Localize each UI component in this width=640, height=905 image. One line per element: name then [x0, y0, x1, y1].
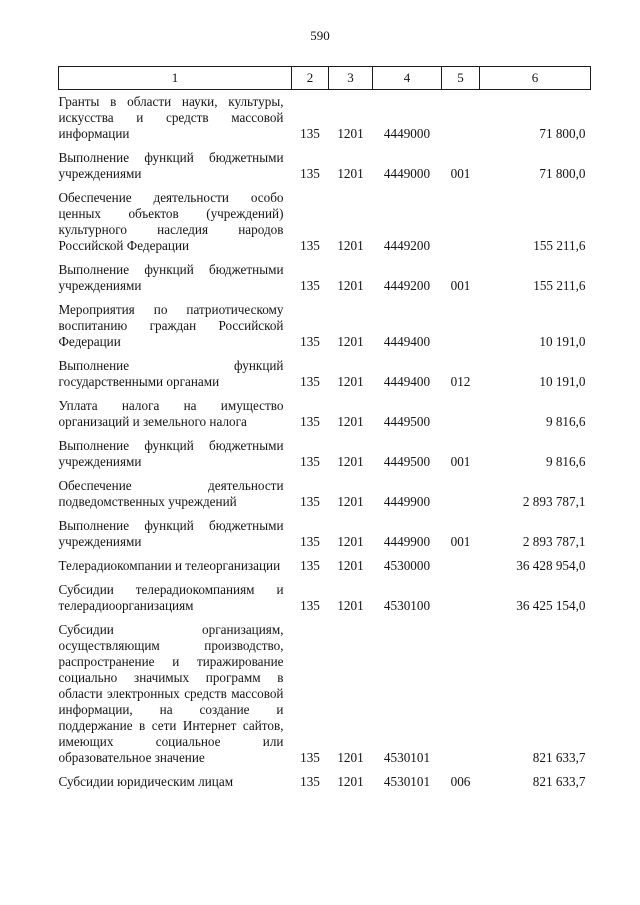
row-amount: 2 893 787,1 [522, 494, 586, 509]
row-code-2: 135 [300, 454, 320, 469]
row-code-4: 4449500 [383, 454, 431, 469]
row-code-5 [442, 394, 480, 434]
table-row [59, 90, 591, 147]
table-row [59, 770, 591, 794]
row-description: Гранты в области науки, культуры, искусства и средств массовой информации [58, 94, 284, 141]
header-col-2: 2 [292, 67, 329, 90]
row-code-2: 135 [300, 598, 320, 613]
row-code-5: 006 [450, 774, 471, 789]
row-code-3: 1201 [337, 774, 364, 789]
row-amount: 10 191,0 [539, 374, 586, 389]
row-description: Выполнение функций бюджетными учреждениями [58, 518, 284, 549]
row-code-3: 1201 [337, 278, 364, 293]
row-code-4: 4449900 [383, 494, 431, 509]
row-amount: 821 633,7 [532, 774, 586, 789]
row-description: Субсидии юридическим лицам [58, 774, 234, 789]
table-row [59, 578, 591, 618]
table-row [59, 298, 591, 354]
table-row [59, 186, 591, 258]
row-code-3: 1201 [337, 374, 364, 389]
row-amount: 9 816,6 [545, 454, 586, 469]
table-row [59, 394, 591, 434]
row-amount: 155 211,6 [533, 278, 586, 293]
table-row [59, 146, 591, 186]
row-description: Обеспечение деятельности особо ценных объектов (учреждений) культурного наследия народов Российской Федерации [58, 190, 284, 253]
row-code-5: 001 [450, 166, 471, 181]
row-code-3: 1201 [337, 454, 364, 469]
row-code-2: 135 [300, 238, 320, 253]
row-code-3: 1201 [337, 238, 364, 253]
row-code-5 [442, 90, 480, 147]
header-col-6: 6 [480, 67, 591, 90]
row-code-2: 135 [300, 334, 320, 349]
row-code-2: 135 [300, 414, 320, 429]
table-row [59, 514, 591, 554]
row-code-3: 1201 [337, 414, 364, 429]
row-code-2: 135 [300, 750, 320, 765]
row-code-5 [442, 186, 480, 258]
row-code-5: 001 [450, 534, 471, 549]
row-code-5 [442, 474, 480, 514]
row-code-5 [442, 618, 480, 770]
table-row [59, 354, 591, 394]
row-code-2: 135 [300, 126, 320, 141]
table-row [59, 258, 591, 298]
row-code-3: 1201 [337, 534, 364, 549]
row-amount: 2 893 787,1 [522, 534, 586, 549]
row-description: Выполнение функций бюджетными учреждениями [58, 438, 284, 469]
row-code-4: 4449000 [383, 126, 431, 141]
table-body [59, 90, 591, 795]
row-code-4: 4449400 [383, 374, 431, 389]
row-code-4: 4449200 [383, 238, 431, 253]
row-code-2: 135 [300, 166, 320, 181]
row-code-5 [442, 298, 480, 354]
row-code-4: 4449000 [383, 166, 431, 181]
row-amount: 155 211,6 [533, 238, 586, 253]
table-row [59, 474, 591, 514]
row-code-4: 4530101 [383, 750, 431, 765]
row-code-2: 135 [300, 374, 320, 389]
row-description: Обеспечение деятельности подведомственных учреждений [58, 478, 284, 509]
row-description: Выполнение функций бюджетными учреждениями [58, 150, 284, 181]
row-code-3: 1201 [337, 598, 364, 613]
row-description: Выполнение функций бюджетными учреждениями [58, 262, 284, 293]
row-code-5: 001 [450, 278, 471, 293]
budget-table [58, 66, 591, 794]
header-col-5: 5 [442, 67, 480, 90]
page-number: 590 [310, 28, 330, 43]
row-code-3: 1201 [337, 166, 364, 181]
row-code-4: 4449400 [383, 334, 431, 349]
row-code-5 [442, 554, 480, 578]
row-amount: 9 816,6 [545, 414, 586, 429]
row-description: Уплата налога на имущество организаций и земельного налога [58, 398, 284, 429]
table-row [59, 618, 591, 770]
row-amount: 36 428 954,0 [516, 558, 586, 573]
row-code-4: 4449200 [383, 278, 431, 293]
row-code-3: 1201 [337, 334, 364, 349]
row-amount: 821 633,7 [532, 750, 586, 765]
header-col-3: 3 [329, 67, 373, 90]
row-description: Выполнение функций государственными органами [58, 358, 284, 389]
row-code-5 [442, 578, 480, 618]
row-amount: 36 425 154,0 [516, 598, 586, 613]
table-header [59, 67, 591, 90]
row-code-2: 135 [300, 494, 320, 509]
row-description: Субсидии организациям, осуществляющим производство, распространение и тиражирование социально значимых программ в области электронных средств массовой информации, на создание и поддержание в сети Интернет сайтов, имеющих социальное или образовательное значение [58, 622, 284, 765]
row-description: Субсидии телерадиокомпаниям и телерадиоорганизациям [58, 582, 284, 613]
header-row [59, 67, 591, 90]
row-code-2: 135 [300, 278, 320, 293]
row-code-3: 1201 [337, 126, 364, 141]
row-amount: 10 191,0 [539, 334, 586, 349]
row-code-4: 4449900 [383, 534, 431, 549]
row-code-2: 135 [300, 558, 320, 573]
row-description: Телерадиокомпании и телеорганизации [58, 558, 281, 573]
header-col-1: 1 [59, 67, 292, 90]
row-code-2: 135 [300, 774, 320, 789]
row-code-3: 1201 [337, 558, 364, 573]
table-row [59, 554, 591, 578]
row-code-5: 001 [450, 454, 471, 469]
row-code-3: 1201 [337, 494, 364, 509]
row-code-4: 4449500 [383, 414, 431, 429]
row-code-3: 1201 [337, 750, 364, 765]
row-code-4: 4530101 [383, 774, 431, 789]
row-description: Мероприятия по патриотическому воспитанию граждан Российской Федерации [58, 302, 284, 349]
row-code-2: 135 [300, 534, 320, 549]
row-amount: 71 800,0 [539, 166, 586, 181]
row-code-4: 4530000 [383, 558, 431, 573]
row-code-5: 012 [450, 374, 471, 389]
row-amount: 71 800,0 [539, 126, 586, 141]
header-col-4: 4 [373, 67, 442, 90]
table-row [59, 434, 591, 474]
row-code-4: 4530100 [383, 598, 431, 613]
